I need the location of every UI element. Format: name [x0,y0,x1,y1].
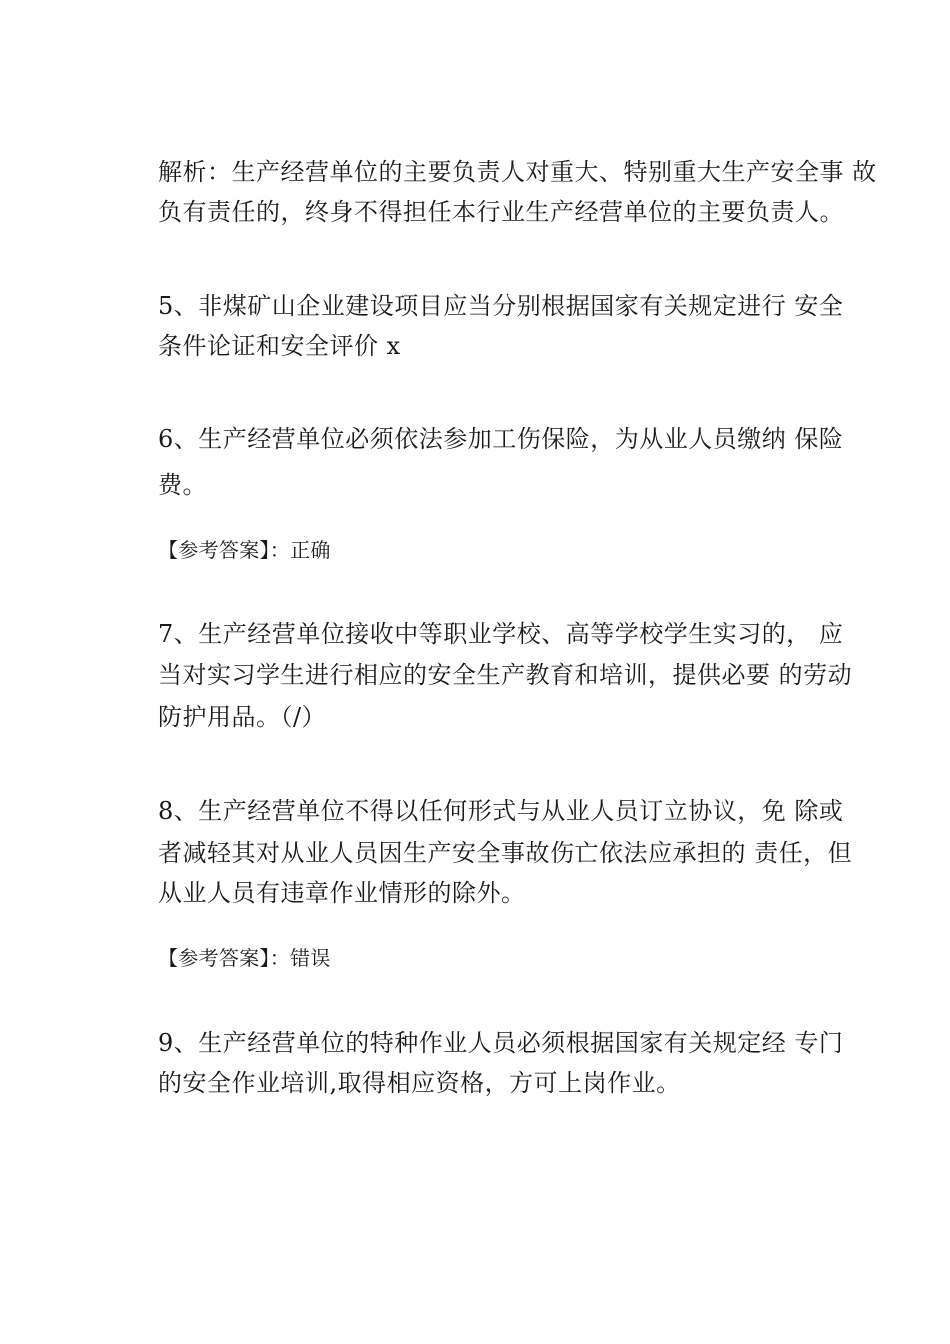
question-line: 费。 [158,471,207,499]
question-line: 5、非煤矿山企业建设项目应当分别根据国家有关规定进行 安全 [158,292,844,320]
reference-answer: 【参考答案】：正确 [158,538,331,562]
question-line: 7、生产经营单位接收中等职业学校、高等学校学生实习的， 应 [158,620,844,648]
question-line: 条件论证和安全评价 x [158,332,401,360]
explanation-line: 解析：生产经营单位的主要负责人对重大、特别重大生产安全事 故 [158,158,877,186]
explanation-line: 负有责任的，终身不得担任本行业生产经营单位的主要负责人。 [158,198,844,226]
question-line: 9、生产经营单位的特种作业人员必须根据国家有关规定经 专门 [158,1029,844,1057]
question-line: 6、生产经营单位必须依法参加工伤保险，为从业人员缴纳 保险 [158,425,844,453]
question-line: 当对实习学生进行相应的安全生产教育和培训，提供必要 的劳动 [158,661,853,689]
question-line: 的安全作业培训,取得相应资格，方可上岗作业。 [158,1069,681,1097]
question-line: 8、生产经营单位不得以任何形式与从业人员订立协议，免 除或 [158,797,844,825]
question-line: 防护用品。（/） [158,703,327,731]
question-line: 从业人员有违章作业情形的除外。 [158,879,526,907]
question-line: 者减轻其对从业人员因生产安全事故伤亡依法应承担的 责任，但 [158,839,853,867]
reference-answer: 【参考答案】：错误 [158,946,331,970]
